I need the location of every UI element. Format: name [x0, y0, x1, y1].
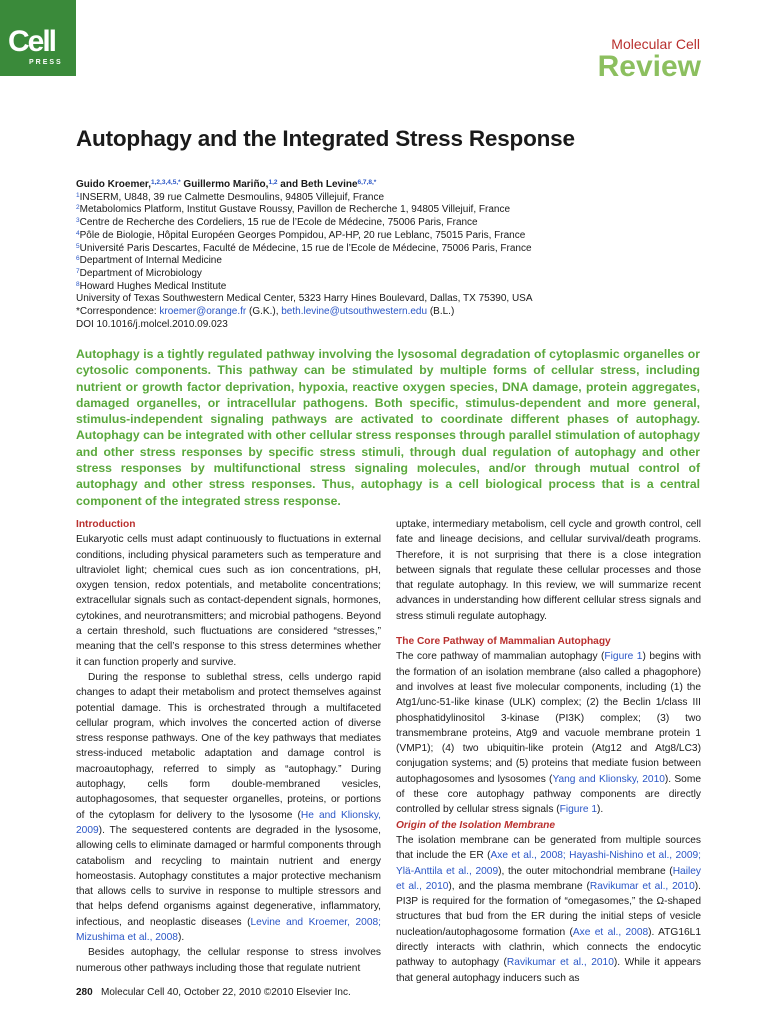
- reference-link[interactable]: Yang and Klionsky, 2010: [552, 773, 665, 785]
- affiliation-number: 1: [76, 191, 80, 199]
- reference-link[interactable]: Ravikumar et al., 2010: [506, 957, 614, 969]
- paragraph-text: ). ATG16L1 directly interacts with clathrin, which connects the endocytic pathway to autophagy (: [396, 926, 701, 969]
- affiliation: [76, 255, 696, 268]
- author-affiliation-ref[interactable]: 6,7,8,*: [357, 179, 377, 186]
- article-title: Autophagy and the Integrated Stress Response: [76, 126, 575, 151]
- author-list: [76, 179, 696, 192]
- email-link-levine[interactable]: beth.levine@utsouthwestern.edu: [281, 306, 428, 318]
- institution-address: University of Texas Southwestern Medical Center, 5323 Harry Hines Boulevard, Dallas, TX 75390, USA: [76, 293, 533, 305]
- paragraph-text: ). While it appears that general autophagy inducers such as: [396, 957, 701, 984]
- correspondence: [76, 306, 696, 319]
- paragraph-text: The isolation membrane can be generated from multiple sources that include the ER (: [396, 834, 701, 862]
- affiliation-text: Pôle de Biologie, Hôpital Européen Georges Pompidou, AP-HP, 20 rue Leblanc, 75015 Paris, France: [79, 229, 526, 241]
- section-heading-core-pathway: The Core Pathway of Mammalian Autophagy: [396, 636, 611, 648]
- author-block: [76, 179, 696, 331]
- paragraph-text: ). Some of these core autophagy pathway components are directly controlled by cellular stress signals (: [396, 773, 701, 816]
- affiliation: [76, 230, 696, 243]
- affiliation: [76, 243, 696, 256]
- paragraph-text: ). The sequestered contents are degraded in the lysosome, allowing cells to eliminate damaged or harmful components through catabolism and recycling to maintain nutrient and energy homeostasis. Autophagy constitutes a major protective mechanism that allows cells to survive in response to multiple stressors and that helps defend organisms against degenerative, inflammatory, infectious, and neoplastic diseases (: [76, 824, 381, 928]
- doi[interactable]: DOI 10.1016/j.molcel.2010.09.023: [76, 318, 228, 330]
- logo-text: Cell: [8, 25, 56, 58]
- author-affiliation-ref[interactable]: 1,2: [268, 179, 278, 186]
- paragraph: Besides autophagy, the cellular response to stress involves numerous other pathways including those that regulate nutrient: [76, 947, 381, 974]
- email-link-kroemer[interactable]: kroemer@orange.fr: [159, 306, 247, 318]
- journal-citation: Molecular Cell 40, October 22, 2010 ©2010 Elsevier Inc.: [101, 987, 351, 998]
- correspondence-text: (B.L.): [427, 306, 455, 318]
- correspondence-label: *Correspondence:: [76, 306, 160, 318]
- affiliation-text: Université Paris Descartes, Faculté de Médecine, 15 rue de l’Ecole de Médecine, 75006 Paris, France: [79, 242, 532, 254]
- affiliation-text: Centre de Recherche des Cordeliers, 15 rue de l’Ecole de Médecine, 75006 Paris, France: [79, 217, 478, 229]
- author-name: Guido Kroemer,: [76, 179, 152, 190]
- paragraph-text: The core pathway of mammalian autophagy (: [396, 651, 605, 663]
- affiliation-number: 5: [76, 242, 80, 250]
- paragraph-text: ), the outer mitochondrial membrane (: [498, 865, 673, 877]
- paragraph: [396, 833, 701, 986]
- paragraph-text: ) begins with the formation of an isolation membrane (also called a phagophore) and involves at least five molecular components, including (1) the Atg1/unc-51-like kinase (ULK) complex; (2) the Beclin 1/class III phosphatidylinositol 3-kinase (PI3K) complex; (3) two transmembrane proteins, Atg9 and vacuole membrane protein 1 (VMP1); (4) two ubiquitin-like protein (Atg12 and Atg8/LC3) conjugation systems; and (5) proteins that mediate fusion between autophagosomes and lysosomes (: [396, 651, 701, 785]
- affiliation: [76, 281, 696, 294]
- paragraph-text: ).: [597, 804, 604, 816]
- affiliation-number: 6: [76, 255, 80, 263]
- author-affiliation-ref[interactable]: 1,2,3,4,5,*: [151, 179, 181, 186]
- reference-link[interactable]: He and Klionsky, 2009: [76, 809, 381, 836]
- affiliation-number: 2: [76, 204, 80, 212]
- reference-link[interactable]: Hailey et al., 2010: [396, 865, 701, 892]
- cell-press-logo: [0, 0, 76, 76]
- paragraph-text: ). PI3P is required for the formation of “omegasomes,” the Ω-shaped structures that bud from the ER during the initial steps of vesicle nucleation/autophagosome formation (: [396, 880, 701, 938]
- logo-subtext: PRESS: [29, 59, 63, 66]
- paragraph: Eukaryotic cells must adapt continuously to fluctuations in external conditions, including physical parameters such as temperature and ultraviolet light; chemical cues such as ion concentrations, pH, oxygen tension, redox potentials, and metabolite concentrations; extracellular signals such as contact-dependent signals, hormones, cytokines, and neurotransmitters; and microbial pathogens. Beyond a certain threshold, such fluctuations are considered “stresses,” meaning that the cell’s response to this stress determines whether it can function properly and survive.: [76, 534, 381, 668]
- paragraph-text: ).: [177, 932, 185, 944]
- abstract: Autophagy is a tightly regulated pathway involving the lysosomal degradation of cytoplasmic organelles or cytosolic components. This pathway can be stimulated by multiple forms of cellular stress, including nutrient or growth factor deprivation, hypoxia, reactive oxygen species, DNA damage, protein aggregates, damaged organelles, or intracellular pathogens. Both specific, stimulus-dependent and more general, stimulus-independent signaling pathways are activated to coordinate different phases of autophagy. Autophagy can be integrated with other cellular stress responses through parallel stimulation of autophagy and other stress responses by specific stress stimuli, through dual regulation of autophagy and other stress responses by multifunctional stress signaling molecules, and/or through mutual control of autophagy and other stress responses. Thus, autophagy is a cell biological process that is a central component of the integrated stress response.: [76, 347, 700, 508]
- figure-link[interactable]: Figure 1: [559, 804, 598, 816]
- affiliation: [76, 204, 696, 217]
- paragraph: uptake, intermediary metabolism, cell cycle and growth control, cell fate and lineage decisions, and cellular survival/death programs. Therefore, it is not surprising that there is a close integration between signals that regulate these cellular processes and those that regulate autophagy. In this review, we will summarize recent advances in understanding how different cellular stress signals and stress stimuli regulate autophagy.: [396, 519, 701, 622]
- affiliation-number: 8: [76, 280, 80, 288]
- body-column-left: [76, 517, 381, 976]
- paragraph-text: ), and the plasma membrane (: [448, 880, 590, 892]
- affiliation-text: Department of Internal Medicine: [79, 255, 222, 267]
- affiliation-text: Metabolomics Platform, Institut Gustave Roussy, Pavillon de Recherche 1, 94805 Villejuif, France: [79, 204, 511, 216]
- figure-link[interactable]: Figure 1: [604, 651, 643, 663]
- body-column-right: [396, 517, 701, 986]
- affiliation-number: 3: [76, 217, 80, 225]
- reference-link[interactable]: Axe et al., 2008: [572, 926, 649, 938]
- reference-link[interactable]: Ravikumar et al., 2010: [589, 880, 695, 892]
- page-number: 280: [76, 987, 93, 998]
- section-label: Review: [597, 50, 701, 83]
- affiliation: [76, 192, 696, 205]
- author-name: Guillermo Mariño,: [180, 179, 269, 190]
- author-name: and Beth Levine: [277, 179, 358, 190]
- journal-name: Molecular Cell: [611, 36, 700, 52]
- affiliation-text: Howard Hughes Medical Institute: [79, 280, 227, 292]
- affiliation-text: Department of Microbiology: [79, 267, 202, 279]
- affiliation: [76, 268, 696, 281]
- paragraph: [396, 649, 701, 817]
- reference-link[interactable]: Axe et al., 2008; Hayashi-Nishino et al., 2009; Ylä-Anttila et al., 2009: [396, 850, 701, 877]
- paragraph-text: During the response to sublethal stress, cells undergo rapid changes to adapt their metabolism and protect themselves against potential damage. This is orchestrated through a multifaceted cellular program, which involves the concerted action of diverse stress response pathways. One of the key pathways that mediates stress-induced metabolic adaptation and damage control is macroautophagy, referred to simply as “autophagy.” During autophagy, cells form double-membraned vesicles, autophagosomes, that sequester organelles, proteins, or portions of the cytoplasm for delivery to the lysosome (: [76, 671, 381, 821]
- subsection-heading-isolation-membrane: Origin of the Isolation Membrane: [396, 819, 556, 831]
- affiliation-number: 4: [76, 229, 80, 237]
- affiliation-text: INSERM, U848, 39 rue Calmette Desmoulins, 94805 Villejuif, France: [79, 191, 385, 203]
- section-spacer: [396, 624, 701, 634]
- paragraph: [76, 670, 381, 945]
- affiliation-number: 7: [76, 267, 80, 275]
- reference-link[interactable]: Levine and Kroemer, 2008; Mizushima et al., 2008: [76, 916, 381, 944]
- section-heading-introduction: Introduction: [76, 519, 136, 530]
- affiliation: [76, 217, 696, 230]
- correspondence-text: (G.K.),: [246, 306, 282, 318]
- page-footer: [76, 987, 351, 998]
